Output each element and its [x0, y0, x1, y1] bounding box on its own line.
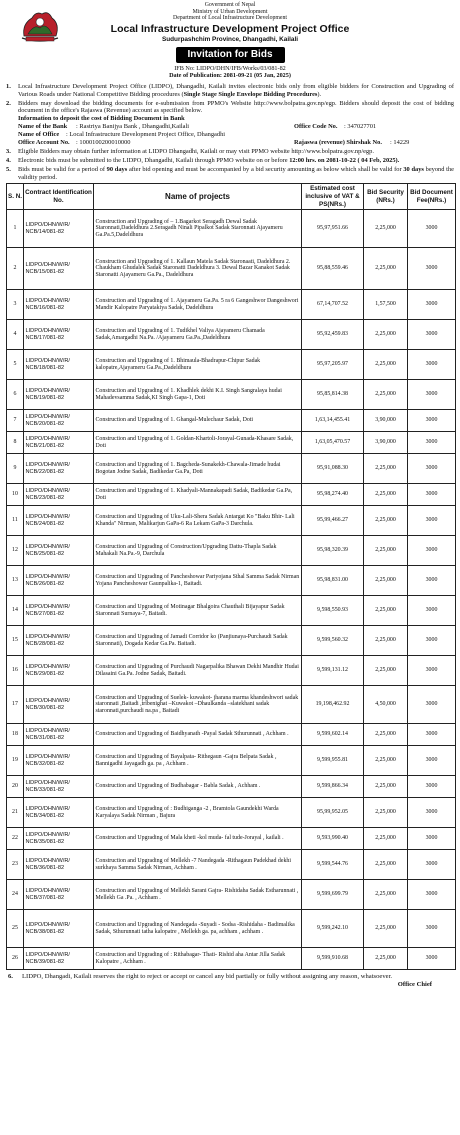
row-estimated-cost: 9,599,242.10 [302, 910, 364, 948]
row-project-name: Construction and Upgrading of 1. Ajayameru Ga.Pa. 5 ra 6 Gangeshwor Dangeshwori Mandir Kalopatre Paryatakiya Sadak, Dadeldhura [94, 290, 302, 320]
row-document-fee: 3000 [408, 454, 456, 484]
row-estimated-cost: 95,97,205.97 [302, 350, 364, 380]
ifb-number: IFB No: LIDPO/DHN/IFB/Works/03/081-82 [174, 64, 286, 72]
paragraph-text: Electronic bids must be submitted to the LIDPO, Dhangadhi, Kailali through PPMO website on or before [18, 156, 290, 164]
row-bid-security: 2,25,000 [364, 210, 408, 248]
table-row [7, 776, 456, 798]
row-contract-id: LIDPO/DHN/W/R/ NCB/36/081-82 [24, 850, 94, 880]
row-bid-security: 2,25,000 [364, 248, 408, 290]
row-sn: 25 [7, 910, 24, 948]
ministry-line: Ministry of Urban Development [192, 8, 268, 15]
row-project-name: Construction and Upgrading of Pancheshowar Pariyojana Sthal Samma Sadak Nirman Yojana Pancheshowar Gaunpalika-1, Baitadi. [94, 566, 302, 596]
header-contract-id: Contract Identification No. [24, 184, 94, 210]
paragraph-number: 5. [6, 165, 11, 173]
row-contract-id: LIDPO/DHN/W/R/ NCB/16/081-82 [24, 290, 94, 320]
row-bid-security: 2,25,000 [364, 566, 408, 596]
row-contract-id: LIDPO/DHN/W/R/ NCB/33/081-82 [24, 776, 94, 798]
table-row [7, 210, 456, 248]
row-sn: 5 [7, 350, 24, 380]
publication-date: Date of Publication: 2081-09-21 (05 Jan, 2025) [169, 72, 291, 80]
row-project-name: Construction and Upgrading of – 1.Bagarkot Seragadh Dewal Sadak Staronnati,Dadeldhura 2.Seragadh Ninali Pipalkot Sadak Staronnati Ajayameru Ga.Pa.5,Dadeldhura [94, 210, 302, 248]
row-contract-id: LIDPO/DHN/W/R/ NCB/15/081-82 [24, 248, 94, 290]
row-bid-security: 4,50,000 [364, 686, 408, 724]
paragraph-5 [6, 166, 454, 182]
row-bid-security: 2,25,000 [364, 798, 408, 828]
row-bid-security: 2,25,000 [364, 536, 408, 566]
row-contract-id: LIDPO/DHN/W/R/ NCB/24/081-82 [24, 506, 94, 536]
row-estimated-cost: 9,599,866.34 [302, 776, 364, 798]
row-contract-id: LIDPO/DHN/W/R/ NCB/23/081-82 [24, 484, 94, 506]
row-project-name: Construction and Upgrading of Jamadi Corridor ko (Panjiunaya-Purchaudi Sadak Staronnati), Dogada Kedar Ga.Pa. Baitadi. [94, 626, 302, 656]
row-document-fee: 3000 [408, 724, 456, 746]
row-bid-security: 2,25,000 [364, 880, 408, 910]
row-estimated-cost: 9,599,131.12 [302, 656, 364, 686]
row-contract-id: LIDPO/DHN/W/R/ NCB/37/081-82 [24, 880, 94, 910]
row-document-fee: 3000 [408, 626, 456, 656]
row-contract-id: LIDPO/DHN/W/R/ NCB/17/081-82 [24, 320, 94, 350]
row-bid-security: 2,25,000 [364, 776, 408, 798]
row-bid-security: 2,25,000 [364, 724, 408, 746]
row-sn: 3 [7, 290, 24, 320]
row-bid-security: 2,25,000 [364, 656, 408, 686]
table-row [7, 910, 456, 948]
row-bid-security: 2,25,000 [364, 350, 408, 380]
paragraph-text: beyond the validity period. [18, 165, 454, 181]
header-document-fee: Bid Document Fee(NRs.) [408, 184, 456, 210]
row-bid-security: 1,57,500 [364, 290, 408, 320]
row-estimated-cost: 95,91,088.30 [302, 454, 364, 484]
row-document-fee: 3000 [408, 320, 456, 350]
submission-deadline: 12:00 hrs. on 2081-10-22 ( 04 Feb, 2025). [289, 156, 400, 164]
row-document-fee: 3000 [408, 828, 456, 850]
row-sn: 11 [7, 506, 24, 536]
row-document-fee: 3000 [408, 880, 456, 910]
row-project-name: Construction and Upgrading of : Rithabagar- Thati- Rishid aha Antar Jilla Sadak Kalopatre , Achham . [94, 948, 302, 970]
row-contract-id: LIDPO/DHN/W/R/ NCB/29/081-82 [24, 656, 94, 686]
row-contract-id: LIDPO/DHN/W/R/ NCB/21/081-82 [24, 432, 94, 454]
validity-days: 90 days [106, 165, 128, 173]
row-project-name: Construction and Upgrading of Mellekh -7 Nandegada -Rithagaun Padekhad dekhi surkhaya Samma Sadak Nirman, Achham . [94, 850, 302, 880]
row-contract-id: LIDPO/DHN/W/R/ NCB/27/081-82 [24, 596, 94, 626]
row-document-fee: 3000 [408, 380, 456, 410]
row-bid-security: 2,25,000 [364, 506, 408, 536]
row-sn: 26 [7, 948, 24, 970]
paragraph-text: after bid opening and must be accompanied by a bid security amounting as below which shall be valid for [127, 165, 404, 173]
row-bid-security: 2,25,000 [364, 910, 408, 948]
revenue-value: : 14229 [390, 139, 410, 147]
row-sn: 2 [7, 248, 24, 290]
row-project-name: Construction and Upgrading of 1. Khadyali-Mannakapadi Sadak, Badikedar Ga.Pa, Doti [94, 484, 302, 506]
row-project-name: Construction and Upgrading of Motinagar Bhalgoira Chauthali Bijayapur Sadak Staronnati Surnaya-7, Baitadi. [94, 596, 302, 626]
row-sn: 15 [7, 626, 24, 656]
row-document-fee: 3000 [408, 432, 456, 454]
row-project-name: Construction and Upgrading of : Budhiganga -2 , Bramtola Gaundekhi Warda Karyalaya Sadak Nirman , Bajura [94, 798, 302, 828]
table-row [7, 798, 456, 828]
row-estimated-cost: 95,98,320.39 [302, 536, 364, 566]
table-row [7, 880, 456, 910]
row-project-name: Construction and Upgrading of Nandegada -Suyadi - Sodsa -Rishidaha - Badimalika Sadak, Sthurunnati tatha kalopatre , Mellekh ga. pa, achham , achham . [94, 910, 302, 948]
paragraph-end: ). [317, 90, 322, 98]
revenue-label: Rajaswa (revenue) Shirshak No. [294, 139, 382, 147]
row-project-name: Construction and Upgrading of Purchaudi Nagarpalika Bhawan Dekhi Mandhir Hudai Dilasaini Ga.Pa. Jodne Sadak, Baitadi. [94, 656, 302, 686]
table-row [7, 536, 456, 566]
table-row [7, 432, 456, 454]
row-project-name: Construction and Upgrading of Bayalpata- Rithegaun -Gajra Belpata Sadak , Bannigadhi Jayagadh ga. pa , Achham . [94, 746, 302, 776]
table-row [7, 410, 456, 432]
row-contract-id: LIDPO/DHN/W/R/ NCB/38/081-82 [24, 910, 94, 948]
row-document-fee: 3000 [408, 798, 456, 828]
account-value: : 1000100200010000 [76, 139, 131, 147]
bank-name-value: : Rastriya Banijya Bank , Dhangadhi,Kailali [76, 123, 190, 131]
row-estimated-cost: 95,88,559.46 [302, 248, 364, 290]
row-document-fee: 3000 [408, 484, 456, 506]
row-estimated-cost: 95,98,274.40 [302, 484, 364, 506]
table-header-row [7, 184, 456, 210]
row-project-name: Construction and Upgrading of Construction/Upgrading Dattu-Thapla Sadak Mahakali Na.Pa.-9, Darchula [94, 536, 302, 566]
row-estimated-cost: 19,198,462.92 [302, 686, 364, 724]
row-document-fee: 3000 [408, 850, 456, 880]
row-estimated-cost: 95,98,831.00 [302, 566, 364, 596]
row-project-name: Construction and Upgrading of Mala kheti -kol muda- fal tude-Jorayal , kailali . [94, 828, 302, 850]
paragraph-text: Eligible Bidders may obtain further information at LIDPO Dhangadhi, Kailali or may visit PPMO website http://www.bolpatra.gov.np/egp. [18, 148, 374, 156]
row-sn: 8 [7, 432, 24, 454]
paragraph-text: LIDPO, Dhangadi, Kailali reserves the right to reject or accept or cancel any bid partially or fully without assigning any reason, whatsoever. [22, 973, 393, 981]
row-estimated-cost: 9,599,910.68 [302, 948, 364, 970]
paragraph-number: 4. [6, 156, 11, 164]
government-line: Government of Nepal [204, 2, 256, 8]
table-row [7, 724, 456, 746]
row-estimated-cost: 9,599,602.14 [302, 724, 364, 746]
row-sn: 13 [7, 566, 24, 596]
row-estimated-cost: 9,599,560.32 [302, 626, 364, 656]
paragraph-number: 3. [6, 148, 11, 156]
row-estimated-cost: 95,99,466.27 [302, 506, 364, 536]
paragraph-number: 6. [8, 973, 13, 981]
row-sn: 24 [7, 880, 24, 910]
row-project-name: Construction and Upgrading of Uku-Lali-Shera Sadak Antargat Ko "Baku Bhir- Lali Khanda" Nirman, Malikarjun GaPa-6 Ra Lekam GaPa-3 Darchula. [94, 506, 302, 536]
paragraph-text: Local Infrastructure Development Project Office (LIDPO), Dhangadhi, Kailali invites electronic bids only from eligible bidders for Construction and Upgrading of Various Roads under National Competitive Bidding procedures ( [18, 83, 454, 98]
row-contract-id: LIDPO/DHN/W/R/ NCB/34/081-82 [24, 798, 94, 828]
row-sn: 12 [7, 536, 24, 566]
table-row [7, 350, 456, 380]
row-contract-id: LIDPO/DHN/W/R/ NCB/39/081-82 [24, 948, 94, 970]
paragraph-6 [6, 973, 454, 989]
table-row [7, 454, 456, 484]
row-sn: 6 [7, 380, 24, 410]
bidding-procedure: Single Stage Single Envelope Bidding Procedures [183, 90, 318, 98]
province-line: Sudurpashchim Province, Dhangadhi, Kailali [161, 35, 298, 43]
paragraph-4 [6, 157, 454, 165]
row-bid-security: 2,25,000 [364, 320, 408, 350]
header-project-name: Name of projects [94, 184, 302, 210]
office-name-value: : Local Infrastructure Development Project Office, Dhangadhi [66, 131, 226, 139]
office-title: Local Infrastructure Development Project Office [110, 22, 350, 35]
table-row [7, 596, 456, 626]
row-bid-security: 2,25,000 [364, 596, 408, 626]
row-document-fee: 3000 [408, 536, 456, 566]
row-estimated-cost: 9,593,990.40 [302, 828, 364, 850]
table-row [7, 290, 456, 320]
table-row [7, 828, 456, 850]
row-bid-security: 2,25,000 [364, 380, 408, 410]
row-document-fee: 3000 [408, 410, 456, 432]
row-document-fee: 3000 [408, 948, 456, 970]
security-validity-days: 30 days [403, 165, 424, 173]
row-contract-id: LIDPO/DHN/W/R/ NCB/31/081-82 [24, 724, 94, 746]
bank-info [18, 123, 454, 147]
row-contract-id: LIDPO/DHN/W/R/ NCB/35/081-82 [24, 828, 94, 850]
row-sn: 20 [7, 776, 24, 798]
row-sn: 10 [7, 484, 24, 506]
invitation-banner: Invitation for Bids [176, 47, 285, 63]
header-bid-security: Bid Security (NRs.) [364, 184, 408, 210]
row-estimated-cost: 9,598,550.93 [302, 596, 364, 626]
projects-table-body [7, 210, 456, 970]
row-bid-security: 2,25,000 [364, 828, 408, 850]
row-document-fee: 3000 [408, 656, 456, 686]
row-bid-security: 2,25,000 [364, 454, 408, 484]
row-estimated-cost: 9,599,699.79 [302, 880, 364, 910]
row-document-fee: 3000 [408, 686, 456, 724]
row-contract-id: LIDPO/DHN/W/R/ NCB/18/081-82 [24, 350, 94, 380]
row-contract-id: LIDPO/DHN/W/R/ NCB/22/081-82 [24, 454, 94, 484]
table-row [7, 506, 456, 536]
row-document-fee: 3000 [408, 910, 456, 948]
row-document-fee: 3000 [408, 596, 456, 626]
row-bid-security: 3,90,000 [364, 410, 408, 432]
paragraph-number: 1. [6, 83, 11, 90]
table-row [7, 248, 456, 290]
row-estimated-cost: 95,99,952.05 [302, 798, 364, 828]
row-estimated-cost: 95,92,459.83 [302, 320, 364, 350]
row-contract-id: LIDPO/DHN/W/R/ NCB/19/081-82 [24, 380, 94, 410]
table-row [7, 484, 456, 506]
row-contract-id: LIDPO/DHN/W/R/ NCB/20/081-82 [24, 410, 94, 432]
row-sn: 4 [7, 320, 24, 350]
projects-table [6, 183, 456, 970]
row-sn: 19 [7, 746, 24, 776]
paragraph-3 [6, 148, 454, 156]
row-sn: 22 [7, 828, 24, 850]
paragraph-1 [6, 83, 454, 99]
table-row [7, 656, 456, 686]
paragraph-number: 2. [6, 99, 11, 107]
row-estimated-cost: 1,63,14,455.41 [302, 410, 364, 432]
row-document-fee: 3000 [408, 210, 456, 248]
row-estimated-cost: 9,599,955.81 [302, 746, 364, 776]
office-code-label: Office Code No. [294, 123, 338, 131]
row-sn: 14 [7, 596, 24, 626]
row-estimated-cost: 9,599,544.76 [302, 850, 364, 880]
row-contract-id: LIDPO/DHN/W/R/ NCB/26/081-82 [24, 566, 94, 596]
row-bid-security: 2,25,000 [364, 484, 408, 506]
paragraph-text: Bids must be valid for a period of [18, 165, 107, 173]
row-sn: 17 [7, 686, 24, 724]
paragraph-text: Bidders may download the bidding documents for e-submission from PPMO's Website http://www.bolpatra.gov.np/egp. Bidders should deposit the cost of bidding document in the office's Rajaswa (Revenue) account as specified below. [18, 99, 454, 115]
table-row [7, 850, 456, 880]
table-row [7, 566, 456, 596]
row-bid-security: 2,25,000 [364, 626, 408, 656]
table-row [7, 380, 456, 410]
header-sn: S. N. [7, 184, 24, 210]
account-label: Office Account No. [18, 139, 70, 147]
table-row [7, 320, 456, 350]
signature-office-chief: Office Chief [397, 981, 432, 989]
row-project-name: Construction and Upgrading of 1. Khadhlek dekhi K.I. Singh Sangralaya hudai Mahadevsamma Sadak,KI Singh Gapa-1, Doti [94, 380, 302, 410]
bank-info-heading: Information to deposit the cost of Bidding Document in Bank [18, 115, 185, 123]
office-code-value: : 347027701 [344, 123, 377, 131]
row-sn: 18 [7, 724, 24, 746]
row-contract-id: LIDPO/DHN/W/R/ NCB/14/081-82 [24, 210, 94, 248]
paragraph-2 [6, 100, 454, 147]
department-line: Department of Local Infrastructure Development [173, 15, 287, 22]
row-document-fee: 3000 [408, 746, 456, 776]
row-project-name: Construction and Upgrading of 1. Bhimaula-Bhadrapur-Chipur Sadak kalopatre,Ajayameru Ga.Pa.,Dadeldhura [94, 350, 302, 380]
row-document-fee: 3000 [408, 506, 456, 536]
row-contract-id: LIDPO/DHN/W/R/ NCB/32/081-82 [24, 746, 94, 776]
notice-header [6, 2, 454, 82]
row-estimated-cost: 95,85,814.38 [302, 380, 364, 410]
row-document-fee: 3000 [408, 290, 456, 320]
row-contract-id: LIDPO/DHN/W/R/ NCB/25/081-82 [24, 536, 94, 566]
row-project-name: Construction and Upgrading of 1. Bagcheda-Sunakekh-Chawala-Jimade hudai Bogotan Jodne Sadak, Badikedar Ga.Pa, Doti [94, 454, 302, 484]
row-sn: 21 [7, 798, 24, 828]
header-estimated-cost: Estimated cost inclusive of VAT & PS(NRs.) [302, 184, 364, 210]
row-project-name: Construction and Upgrading of 1. Kallaun Matela Sadak Staronaati, Dadeldhura 2. Chaukham Ghudalek Sadak Staronatti Dadeldhura 3. Dewal Bazar Kanakot Sadak Staronatti Ajayameru Ga.Pa., Dadeldhura [94, 248, 302, 290]
row-document-fee: 3000 [408, 566, 456, 596]
row-project-name: Construction and Upgrading of 1. Tudikhel Valiya Ajayameru Chamada Sadak,Amargadhi Na.Pa. /Ajayameru Ga.Pa.,Dadeldhura [94, 320, 302, 350]
row-bid-security: 2,25,000 [364, 948, 408, 970]
row-contract-id: LIDPO/DHN/W/R/ NCB/30/081-82 [24, 686, 94, 724]
row-bid-security: 3,90,000 [364, 432, 408, 454]
table-row [7, 686, 456, 724]
row-project-name: Construction and Upgrading of Mellekh Sarani Gajra- Rishidaha Sadak Estharunnati , Mellekh Ga .Pa. , Achham . [94, 880, 302, 910]
row-project-name: Construction and Upgrading of Suelek- kuwakot- jharana marma khandeshwori sadak staronnati ,Baitadi ,tribenighat –Kuwakot –Dhaulkanda –slatekhani sadak staronnati,purchaudi na.pa , Baitadi [94, 686, 302, 724]
row-project-name: Construction and Upgrading of Budhabagar - Babla Sadak , Achham . [94, 776, 302, 798]
row-bid-security: 2,25,000 [364, 746, 408, 776]
office-name-label: Name of Office [18, 131, 60, 139]
row-bid-security: 2,25,000 [364, 850, 408, 880]
row-estimated-cost: 1,63,05,470.57 [302, 432, 364, 454]
row-document-fee: 3000 [408, 776, 456, 798]
row-sn: 1 [7, 210, 24, 248]
row-project-name: Construction and Upgrading of 1. Goldan-Khartoli-Jorayal-Gunada-Khasare Sadak, Doti [94, 432, 302, 454]
table-row [7, 948, 456, 970]
row-project-name: Construction and Upgrading of Baidhyanath -Payal Sadak Sthurunnati , Achham . [94, 724, 302, 746]
bank-name-label: Name of the Bank [18, 123, 68, 131]
row-sn: 9 [7, 454, 24, 484]
row-document-fee: 3000 [408, 350, 456, 380]
row-contract-id: LIDPO/DHN/W/R/ NCB/28/081-82 [24, 626, 94, 656]
row-sn: 16 [7, 656, 24, 686]
row-document-fee: 3000 [408, 248, 456, 290]
table-row [7, 626, 456, 656]
row-project-name: Construction and Upgrading of 1. Ghangal-Mulechaur Sadak, Doti [94, 410, 302, 432]
row-estimated-cost: 67,14,707.52 [302, 290, 364, 320]
row-sn: 23 [7, 850, 24, 880]
row-sn: 7 [7, 410, 24, 432]
table-row [7, 746, 456, 776]
row-estimated-cost: 95,97,951.66 [302, 210, 364, 248]
nepal-emblem-icon [18, 6, 62, 44]
